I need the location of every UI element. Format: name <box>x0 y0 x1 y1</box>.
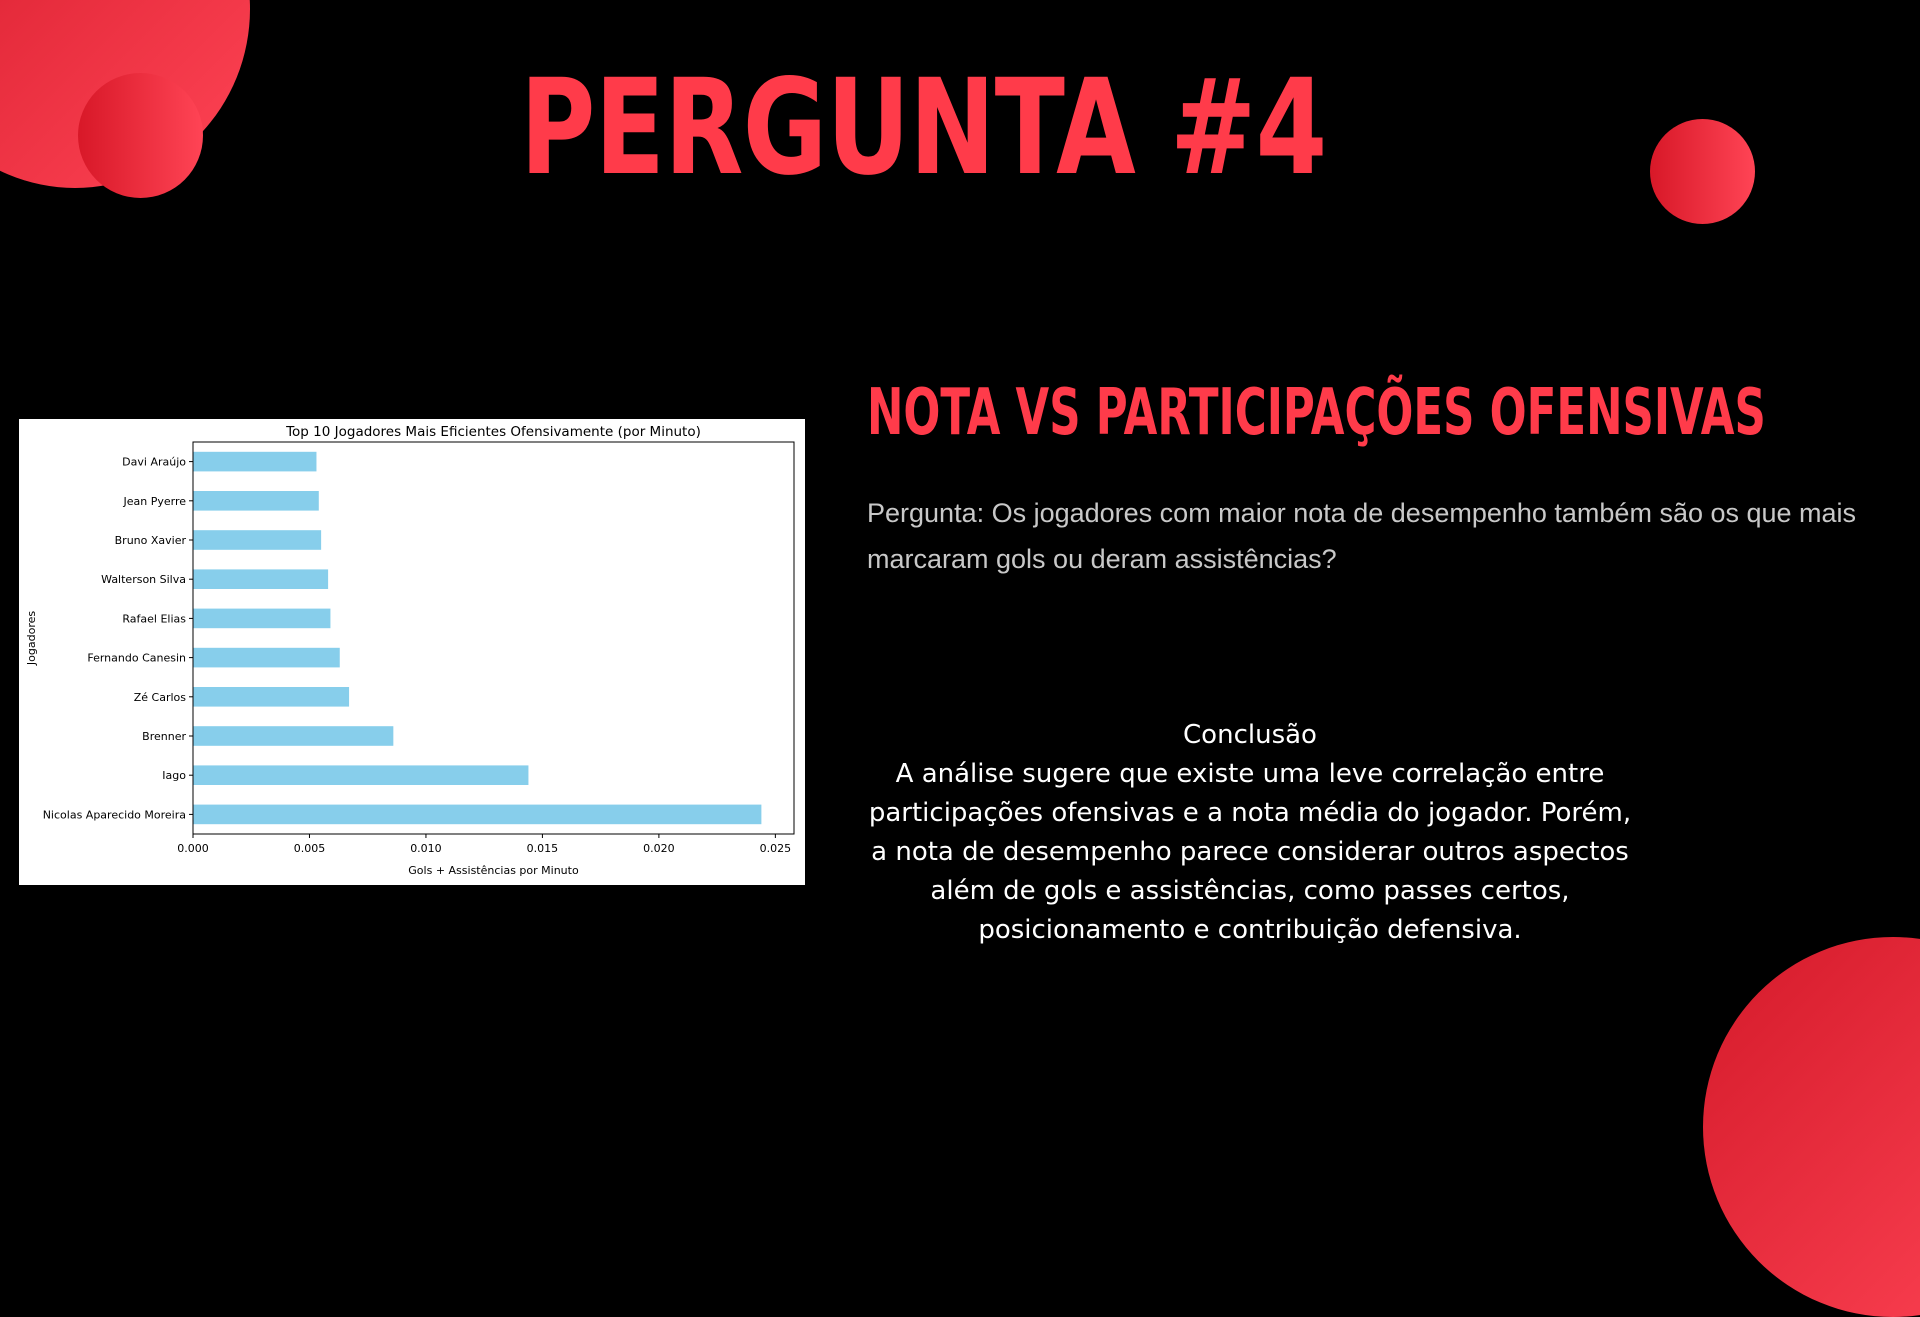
y-tick-label: Zé Carlos <box>133 690 186 704</box>
chart-title: Top 10 Jogadores Mais Eficientes Ofensivamente (por Minuto) <box>286 424 701 440</box>
bar-chart <box>19 419 805 885</box>
y-tick-label: Walterson Silva <box>101 573 186 587</box>
x-tick-label: 0.025 <box>759 842 792 855</box>
section-title: NOTA VS PARTICIPAÇÕES OFENSIVAS <box>867 376 1766 450</box>
bar <box>193 648 340 668</box>
bar-chart-panel <box>19 419 805 885</box>
y-tick-label: Iago <box>162 769 186 783</box>
bar <box>193 609 330 629</box>
y-tick-label: Jean Pyerre <box>123 494 186 508</box>
y-tick-label: Nicolas Aparecido Moreira <box>42 808 186 822</box>
chart-ticks <box>43 456 791 855</box>
decorative-circle-top-right <box>1650 119 1755 224</box>
slide-title: PERGUNTA #4 <box>520 51 1327 205</box>
x-tick-label: 0.010 <box>410 842 442 855</box>
conclusion-body: A análise sugere que existe uma leve correlação entre participações ofensivas e a nota média do jogador. Porém, a nota de desempenho parece considerar outros aspectos além de gols e assistências, como passes certos, posicionamento e contribuição defensiva. <box>868 759 1632 945</box>
bar <box>193 687 349 707</box>
y-tick-label: Bruno Xavier <box>114 534 186 547</box>
bar <box>193 805 761 825</box>
conclusion-block <box>860 716 1640 950</box>
bar <box>193 491 319 511</box>
question-text: Pergunta: Os jogadores com maior nota de desempenho também são os que mais marcaram gols ou deram assistências? <box>867 498 1857 574</box>
bar <box>193 569 328 589</box>
bar <box>193 726 393 746</box>
x-tick-label: 0.005 <box>293 842 326 855</box>
bar <box>193 765 528 785</box>
y-tick-label: Rafael Elias <box>122 612 186 626</box>
bar <box>193 530 321 550</box>
x-tick-label: 0.020 <box>643 842 675 855</box>
bar <box>193 452 316 472</box>
y-tick-label: Brenner <box>142 730 186 743</box>
y-tick-label: Davi Araújo <box>122 455 186 469</box>
decorative-circle-bottom-right <box>1703 937 1920 1317</box>
y-tick-label: Fernando Canesin <box>87 651 186 665</box>
conclusion-heading: Conclusão <box>1183 720 1317 750</box>
x-tick-label: 0.000 <box>177 842 209 855</box>
chart-y-axis-label: Jogadores <box>25 610 38 666</box>
chart-bars <box>193 452 761 824</box>
x-tick-label: 0.015 <box>526 842 559 855</box>
decorative-circle-top-left-small <box>78 73 203 198</box>
chart-x-axis-label: Gols + Assistências por Minuto <box>408 864 579 877</box>
